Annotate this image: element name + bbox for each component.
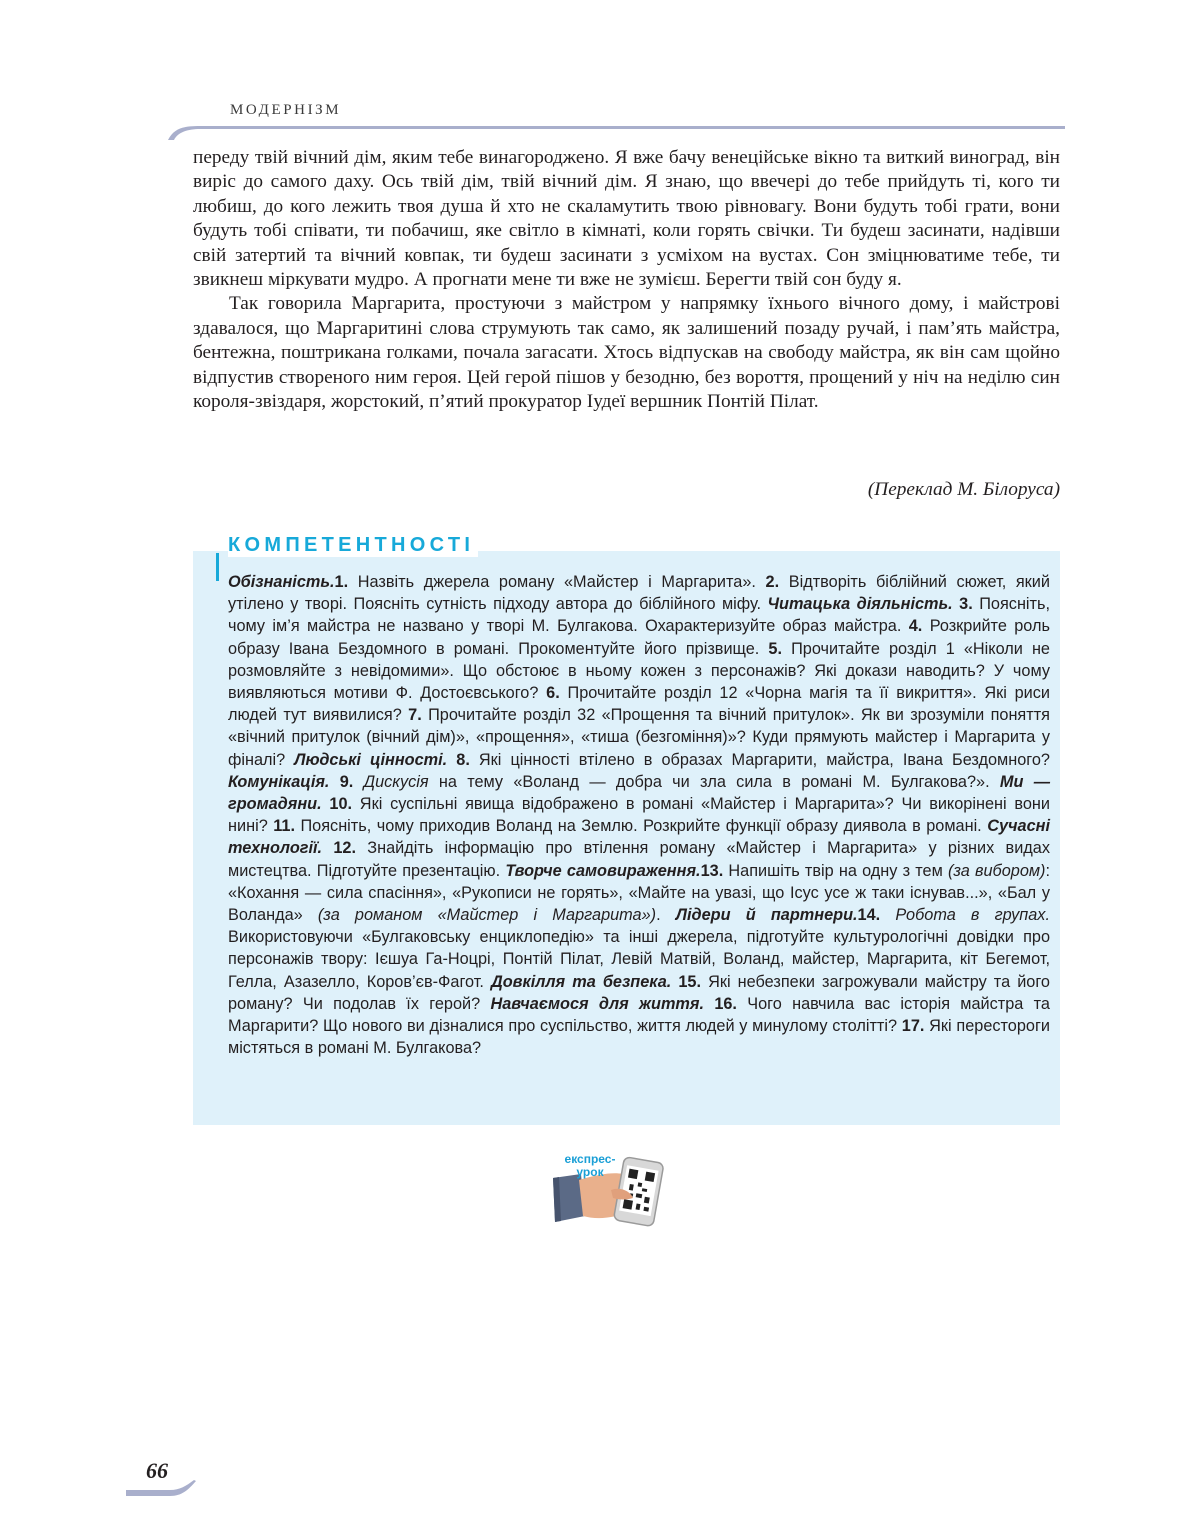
competencies-segment: Читацька діяльність. (767, 595, 953, 614)
competencies-segment: 1. (334, 573, 349, 591)
competencies-segment (880, 906, 895, 924)
competencies-segment: на тему «Воланд — добра чи зла сила в романі М. Булгакова?». (428, 772, 1000, 791)
competencies-segment: Прочитайте розділ 32 «Прощення та вічний притулок». Як ви зрозуміли поняття «вічний притулок (вічний дім)», «прощення», «тиша (безгоміння)»? Куди прямують майстер і Маргарита у фіналі? (228, 706, 1050, 769)
competencies-segment: (за вибором) (947, 861, 1046, 880)
page-number: 66 (146, 1458, 168, 1483)
competencies-segment: 3. (959, 595, 973, 614)
competencies-segment: Робота в групах. (895, 906, 1050, 925)
competencies-text (228, 571, 1050, 1059)
competencies-segment: Знайдіть інформацію про втілення роману «Майстер і Маргарита» у різних видах мистецтва. Підготуйте презентацію. (228, 839, 1050, 880)
footer-rule (126, 1478, 196, 1498)
competencies-segment: Довкілля та безпека. (490, 972, 672, 991)
competencies-segment: : «Кохання — сила спасіння», «Рукописи не горять», «Майте на увазі, що Ісус усе ж таки існував...», «Бал у Воланда» (228, 861, 1050, 925)
competencies-segment: 12. (333, 839, 356, 858)
competencies-segment: Поясніть, чому приходив Воланд на Землю. Розкрийте функції образу диявола в романі. (294, 817, 988, 836)
competencies-segment: Напишіть твір на одну з тем (723, 861, 948, 880)
main-text (193, 146, 1060, 414)
competencies-segment (447, 751, 456, 769)
competencies-segment: Відтворіть біблійний сюжет, який утілено у творі. Поясніть сутність підходу автора до біблійного міфу. (228, 573, 1050, 614)
competencies-segment: Комунікація. (228, 772, 330, 791)
competencies-segment: (за романом «Майстер і Маргарита») (317, 906, 657, 925)
competencies-segment: Дискусія (363, 772, 429, 791)
competencies-segment: Які суспільні явища відображено в романі «Майстер і Маргарита»? Чи викорінені вони нині? (228, 795, 1050, 836)
competencies-segment: 11. (273, 817, 295, 836)
competencies-segment: Поясніть, чому ім’я майстра не названо у творі М. Булгакова. Охарактеризуйте образ майстра. (228, 595, 1051, 636)
competencies-title: КОМПЕТЕНТНОСТІ (228, 533, 478, 557)
competencies-segment: Які небезпеки загрожували майстру та його роману? Чи подолав їх герой? (228, 972, 1050, 1013)
competencies-segment: 7. (408, 706, 422, 725)
running-head: МОДЕРНІЗМ (230, 102, 342, 118)
competencies-accent-bar (216, 553, 219, 581)
competencies-segment: Лідери й партнери. (675, 906, 858, 925)
competencies-segment: Обізнаність. (228, 573, 335, 591)
competencies-segment: 5. (768, 639, 783, 658)
competencies-segment: 4. (908, 617, 923, 636)
express-lesson-qr[interactable] (551, 1150, 666, 1230)
header-rule (160, 118, 1065, 148)
competencies-segment: Сучасні технології. (228, 817, 1050, 858)
competencies-segment: 2. (765, 573, 780, 591)
competencies-segment: 16. (714, 994, 737, 1013)
express-lesson-label-line1: експрес- (564, 1152, 616, 1166)
competencies-segment: Ми — громадяни. (228, 772, 1050, 814)
competencies-segment: Творче самовираження. (505, 861, 701, 880)
competencies-segment: Навчаємося для життя. (490, 994, 705, 1013)
competencies-segment: 13. (700, 861, 724, 880)
competencies-segment: . (656, 906, 676, 925)
competencies-segment: 17. (901, 1017, 925, 1036)
competencies-segment: Прочитайте розділ 1 «Ніколи не розмовляйте з невідомими». Що обстоює в ньому кожен з персонажів? Які докази наводить? У чому виявляються мотиви Ф. Достоєвського? (228, 639, 1050, 703)
competencies-segment (704, 995, 714, 1013)
competencies-segment: 15. (678, 972, 702, 991)
competencies-segment: 8. (456, 750, 470, 769)
translation-attribution: (Переклад М. Білоруса) (867, 479, 1060, 500)
competencies-segment: 6. (546, 684, 560, 703)
competencies-segment (353, 773, 363, 791)
competencies-segment: Які цінності втілено в образах Маргарити, майстра, Івана Бездомного? (469, 750, 1050, 769)
competencies-segment (322, 839, 333, 857)
competencies-segment: 10. (329, 795, 353, 814)
competencies-segment: Людські цінності. (294, 750, 448, 769)
competencies-segment (329, 773, 339, 791)
competencies-segment: Які перестороги містяться в романі М. Булгакова? (228, 1017, 1051, 1058)
competencies-segment: Чого навчила вас історія майстра та Маргарити? Що нового ви дізналися про суспільство, життя людей у минулому столітті? (228, 994, 1050, 1036)
competencies-segment: Розкрийте роль образу Івана Бездомного в романі. Прокоментуйте його прізвище. (228, 617, 1050, 658)
express-lesson-label (555, 1153, 625, 1179)
paragraph-1: переду твій вічний дім, яким тебе винагороджено. Я вже бачу венеційське вікно та виткий виноград, він виріс до самого даху. Ось твій дім, твій вічний дім. Я знаю, що ввечері до тебе прийдуть ті, кого ти любиш, до кого лежить твоя душа й хто не скаламутить твою рівновагу. Вони будуть тобі грати, вони будуть тобі співати, ти побачиш, яке світло в кімнаті, коли горять свічки. Ти будеш засинати, надівши свій затертий та вічний ковпак, ти будеш засинати з усміхом на вустах. Сон зміцнюватиме тебе, ти звикнеш міркувати мудро. А прогнати мене ти вже не зумієш. Берегти твій сон буду я. (193, 147, 1060, 291)
competencies-segment: Прочитайте розділ 12 «Чорна магія та її викриття». Які риси людей тут виявилися? (228, 684, 1051, 725)
competencies-segment: 14. (857, 906, 881, 925)
competencies-segment: Назвіть джерела роману «Майстер і Маргарита». (348, 573, 766, 591)
express-lesson-label-line2: урок (576, 1165, 604, 1179)
competencies-segment: 9. (339, 772, 354, 791)
paragraph-2: Так говорила Маргарита, простуючи з майстром у напрямку їхнього вічного дому, і майстрові здавалося, що Маргаритині слова струмують так само, як залишений позаду ручай, і пам’ять майстра, бентежна, поштрикана голками, почала загасати. Хтось відпускав на свободу майстра, як він сам щойно відпустив створеного ним героя. Цей герой пішов у безодню, без вороття, прощений у ніч на неділю син короля-звіздаря, жорстокий, п’ятий прокуратор Іудеї вершник Понтій Пілат. (193, 293, 1060, 413)
competencies-segment: Використовуючи «Булгаковську енциклопедію» та інші джерела, підготуйте культурологічні довідки про персонажів твору: Ієшуа Га-Ноцрі, Понтій Пілат, Левій Матвій, Воланд, майстер, Маргарита, кіт Бегемот, Гелла, Азазелло, Коров’єв-Фагот. (228, 928, 1050, 991)
